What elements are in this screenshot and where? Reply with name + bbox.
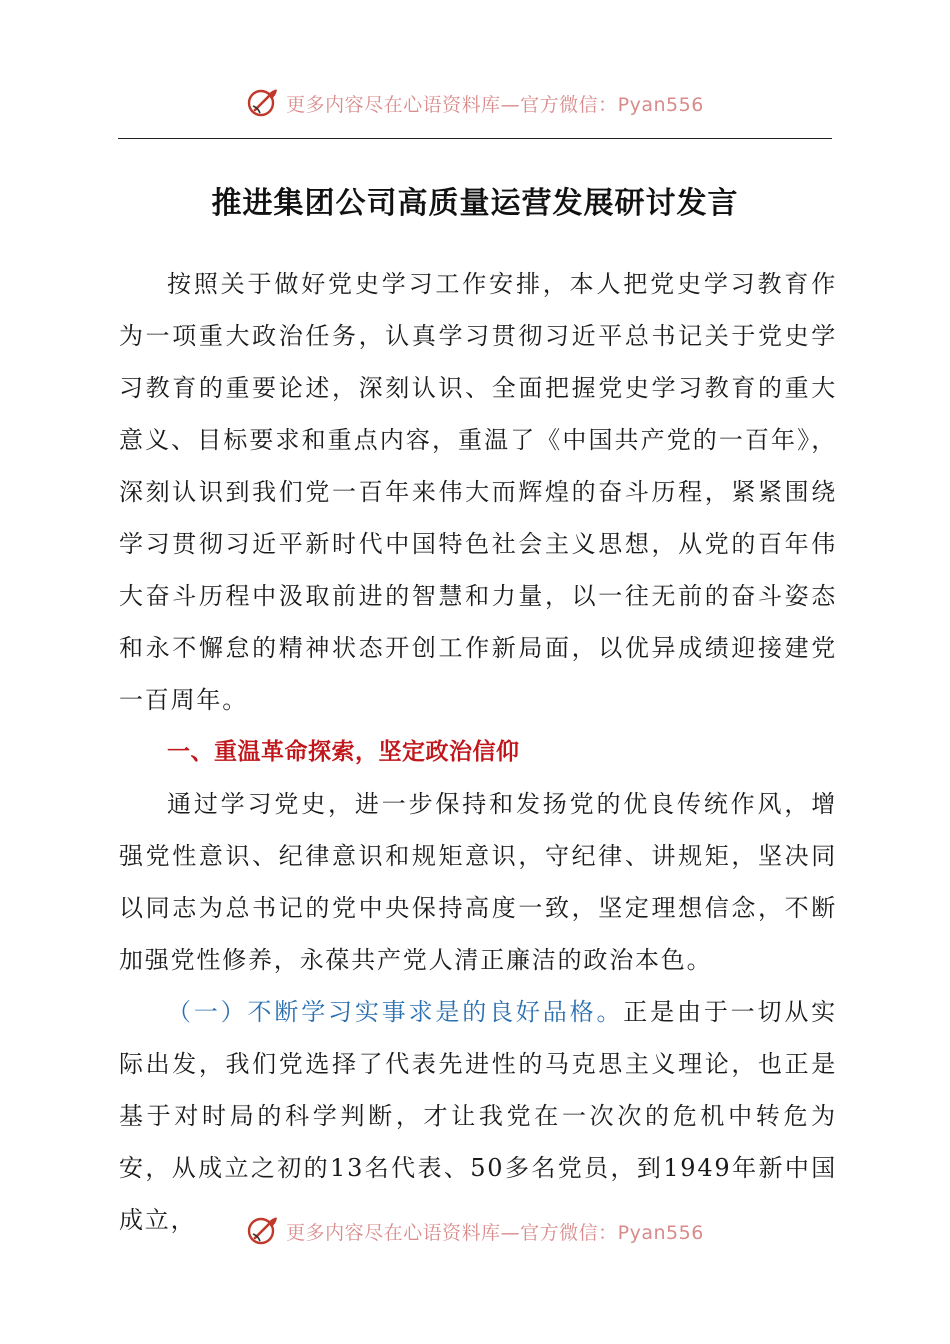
footer-watermark [0,1211,950,1251]
section-paragraph: 通过学习党史，进一步保持和发扬党的优良传统作风，增强党性意识、纪律意识和规矩意识，守纪律、讲规矩，坚决同以同志为总书记的党中央保持高度一致，坚定理想信念，不断加强党性修养，永葆共产党人清正廉洁的政治本色。 [119,790,837,974]
page-title: 推进集团公司高质量运营发展研讨发言 [211,186,739,221]
watermark-text: 更多内容尽在心语资料库—官方微信：Pyan556 [286,93,704,116]
header-divider [118,138,832,139]
section-heading: 一、重温革命探索，坚定政治信仰 [167,739,520,765]
intro-paragraph: 按照关于做好党史学习工作安排，本人把党史学习教育作为一项重大政治任务，认真学习贯彻习近平总书记关于党史学习教育的重要论述，深刻认识、全面把握党史学习教育的重大意义、目标要求和重点内容，重温了《中国共产党的一百年》，深刻认识到我们党一百年来伟大而辉煌的奋斗历程，紧紧围绕学习贯彻习近平新时代中国特色社会主义思想，从党的百年伟大奋斗历程中汲取前进的智慧和力量，以一往无前的奋斗姿态和永不懈怠的精神状态开创工作新局面，以优异成绩迎接建党一百周年。 [119,270,837,714]
header-watermark [0,83,950,123]
watermark-text: 更多内容尽在心语资料库—官方微信：Pyan556 [286,1221,704,1244]
quill-logo-icon [246,1214,280,1248]
subsection-text: 正是由于一切从实际出发，我们党选择了代表先进性的马克思主义理论，也正是基于对时局的科学判断，才让我党在一次次的危机中转危为安，从成立之初的13名代表、50多名党员，到1949年新中国成立， [119,998,837,1234]
subsection-paragraph [119,986,837,1246]
document-body [119,258,837,1246]
subsection-heading: （一）不断学习实事求是的良好品格。 [167,998,624,1026]
quill-logo-icon [246,86,280,120]
